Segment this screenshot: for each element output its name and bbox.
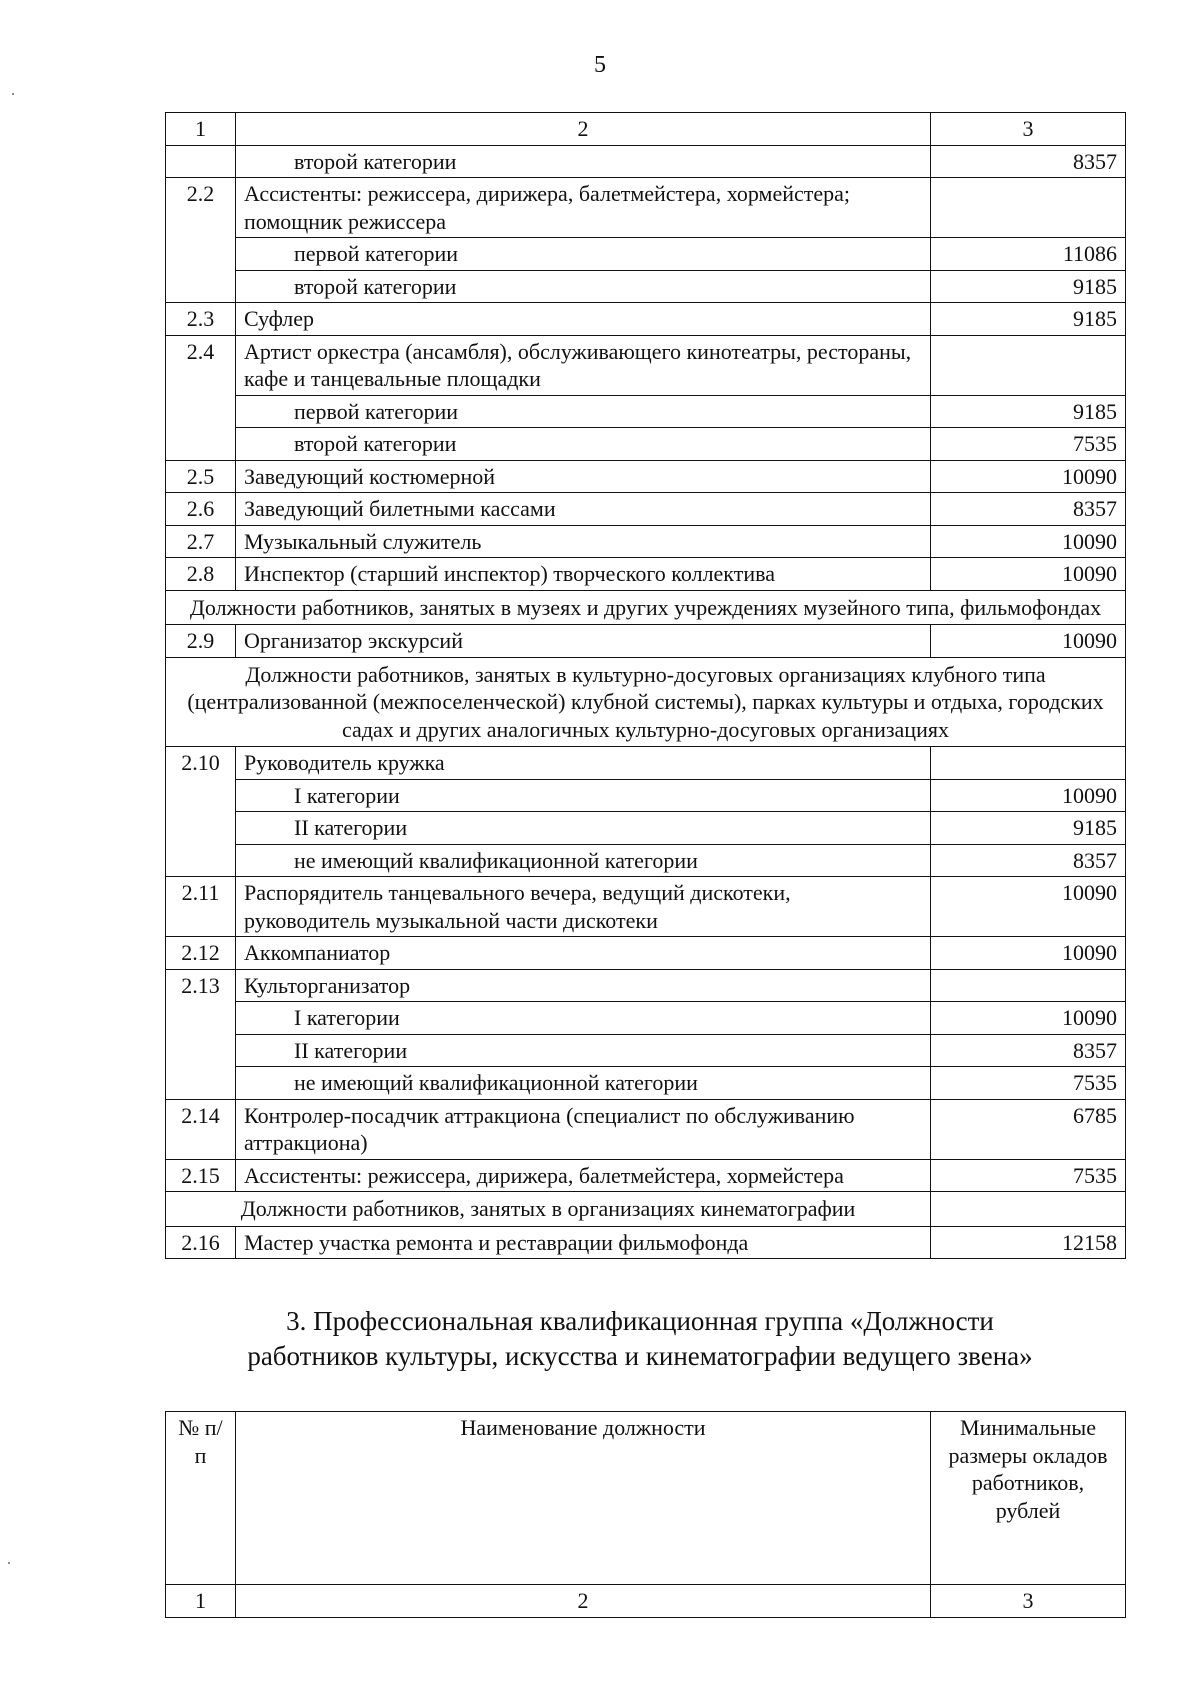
- position-name: второй категории: [236, 145, 931, 178]
- row-number: 2.15: [166, 1159, 236, 1192]
- table-row: [166, 1226, 1126, 1259]
- position-name: первой категории: [236, 238, 931, 271]
- table-row: [166, 969, 1126, 1002]
- salary-value: 9185: [931, 395, 1126, 428]
- table-subrow: [166, 812, 1126, 845]
- scan-speck: [8, 1562, 10, 1564]
- salary-value: [931, 335, 1126, 395]
- section-row: [166, 1192, 1126, 1227]
- salary-value: 11086: [931, 238, 1126, 271]
- position-name: Культорганизатор: [236, 969, 931, 1002]
- row-number: 2.6: [166, 493, 236, 526]
- row-number: 2.11: [166, 877, 236, 937]
- position-name: Контролер-посадчик аттракциона (специалист по обслуживанию аттракциона): [236, 1099, 931, 1159]
- salary-table-header: [165, 1411, 1126, 1618]
- column-index-2: 2: [236, 113, 931, 146]
- salary-value: 8357: [931, 844, 1126, 877]
- row-number: 2.8: [166, 558, 236, 591]
- row-number: 2.4: [166, 335, 236, 460]
- salary-value: 8357: [931, 145, 1126, 178]
- table-row: [166, 625, 1126, 658]
- table-row: [166, 335, 1126, 395]
- salary-value: 10090: [931, 937, 1126, 970]
- table-row: [166, 525, 1126, 558]
- table-subrow: [166, 270, 1126, 303]
- page-number: 5: [594, 52, 606, 78]
- salary-value: 10090: [931, 460, 1126, 493]
- salary-value: [931, 178, 1126, 238]
- column-index-1: 1: [166, 1585, 236, 1618]
- table-row: [166, 460, 1126, 493]
- column-index-1: 1: [166, 113, 236, 146]
- salary-value: 7535: [931, 428, 1126, 461]
- row-number: 2.9: [166, 625, 236, 658]
- position-name: второй категории: [236, 428, 931, 461]
- table-index-row: [166, 113, 1126, 146]
- table-body: [166, 145, 1126, 1259]
- salary-value: 9185: [931, 812, 1126, 845]
- section-heading: 3. Профессиональная квалификационная группа «Должности работников культуры, искусства и кинематографии ведущего звена»: [247, 1306, 1033, 1372]
- position-name: Руководитель кружка: [236, 747, 931, 780]
- row-number: 2.7: [166, 525, 236, 558]
- salary-value: 10090: [931, 779, 1126, 812]
- row-number: 2.16: [166, 1226, 236, 1259]
- salary-value: 10090: [931, 625, 1126, 658]
- table-subrow: [166, 145, 1126, 178]
- section-title: Должности работников, занятых в организациях кинематографии: [166, 1192, 931, 1227]
- salary-value: 9185: [931, 303, 1126, 336]
- position-name: Распорядитель танцевального вечера, ведущий дискотеки, руководитель музыкальной части дискотеки: [236, 877, 931, 937]
- position-name: I категории: [236, 1002, 931, 1035]
- position-name: не имеющий квалификационной категории: [236, 844, 931, 877]
- table-row: [166, 1099, 1126, 1159]
- position-name: Аккомпаниатор: [236, 937, 931, 970]
- row-number: [166, 145, 236, 178]
- column-header-number: № п/п: [166, 1412, 236, 1585]
- row-number: 2.3: [166, 303, 236, 336]
- salary-value: 9185: [931, 270, 1126, 303]
- salary-value: 8357: [931, 493, 1126, 526]
- position-name: Музыкальный служитель: [236, 525, 931, 558]
- position-name: Заведующий билетными кассами: [236, 493, 931, 526]
- table-subrow: [166, 395, 1126, 428]
- table-header-row: [166, 1412, 1126, 1585]
- row-number: 2.14: [166, 1099, 236, 1159]
- row-number: 2.13: [166, 969, 236, 1099]
- salary-value: 8357: [931, 1034, 1126, 1067]
- salary-value: [931, 747, 1126, 780]
- table-subrow: [166, 1034, 1126, 1067]
- salary-value: [931, 1192, 1126, 1227]
- row-number: 2.12: [166, 937, 236, 970]
- position-name: Суфлер: [236, 303, 931, 336]
- position-name: второй категории: [236, 270, 931, 303]
- table-row: [166, 1159, 1126, 1192]
- table-subrow: [166, 428, 1126, 461]
- salary-value: [931, 969, 1126, 1002]
- position-name: Заведующий костюмерной: [236, 460, 931, 493]
- table-row: [166, 937, 1126, 970]
- table-subrow: [166, 779, 1126, 812]
- row-number: 2.10: [166, 747, 236, 877]
- position-name: II категории: [236, 1034, 931, 1067]
- position-name: первой категории: [236, 395, 931, 428]
- row-number: 2.2: [166, 178, 236, 303]
- table-row: [166, 747, 1126, 780]
- table-index-row: [166, 1585, 1126, 1618]
- position-name: Организатор экскурсий: [236, 625, 931, 658]
- table-subrow: [166, 238, 1126, 271]
- position-name: Ассистенты: режиссера, дирижера, балетмейстера, хормейстера: [236, 1159, 931, 1192]
- table-row: [166, 558, 1126, 591]
- salary-value: 10090: [931, 877, 1126, 937]
- position-name: Артист оркестра (ансамбля), обслуживающего кинотеатры, рестораны, кафе и танцевальные площадки: [236, 335, 931, 395]
- salary-value: 10090: [931, 558, 1126, 591]
- position-name: Ассистенты: режиссера, дирижера, балетмейстера, хормейстера; помощник режиссера: [236, 178, 931, 238]
- salary-value: 10090: [931, 525, 1126, 558]
- position-name: I категории: [236, 779, 931, 812]
- position-name: Мастер участка ремонта и реставрации фильмофонда: [236, 1226, 931, 1259]
- position-name: II категории: [236, 812, 931, 845]
- table-subrow: [166, 1002, 1126, 1035]
- section-row: [166, 657, 1126, 747]
- salary-value: 12158: [931, 1226, 1126, 1259]
- table-subrow: [166, 1067, 1126, 1100]
- salary-table-continued: [165, 112, 1126, 1259]
- table-row: [166, 178, 1126, 238]
- column-index-2: 2: [236, 1585, 931, 1618]
- scan-speck: [12, 93, 14, 95]
- position-name: Инспектор (старший инспектор) творческого коллектива: [236, 558, 931, 591]
- table-subrow: [166, 844, 1126, 877]
- section-row: [166, 590, 1126, 625]
- column-header-salary: Минимальные размеры окладов работников, рублей: [931, 1412, 1126, 1585]
- section-title: Должности работников, занятых в культурно-досуговых организациях клубного типа (централизованной (межпоселенческой) клубной системы), парках культуры и отдыха, городских садах и других аналогичных культурно-досуговых организациях: [166, 657, 1126, 747]
- column-header-position: Наименование должности: [236, 1412, 931, 1585]
- column-index-3: 3: [931, 113, 1126, 146]
- column-index-3: 3: [931, 1585, 1126, 1618]
- salary-value: 6785: [931, 1099, 1126, 1159]
- salary-value: 7535: [931, 1067, 1126, 1100]
- row-number: 2.5: [166, 460, 236, 493]
- position-name: не имеющий квалификационной категории: [236, 1067, 931, 1100]
- table-row: [166, 877, 1126, 937]
- section-title: Должности работников, занятых в музеях и других учреждениях музейного типа, фильмофондах: [166, 590, 1126, 625]
- salary-value: 10090: [931, 1002, 1126, 1035]
- table-row: [166, 303, 1126, 336]
- table-row: [166, 493, 1126, 526]
- salary-value: 7535: [931, 1159, 1126, 1192]
